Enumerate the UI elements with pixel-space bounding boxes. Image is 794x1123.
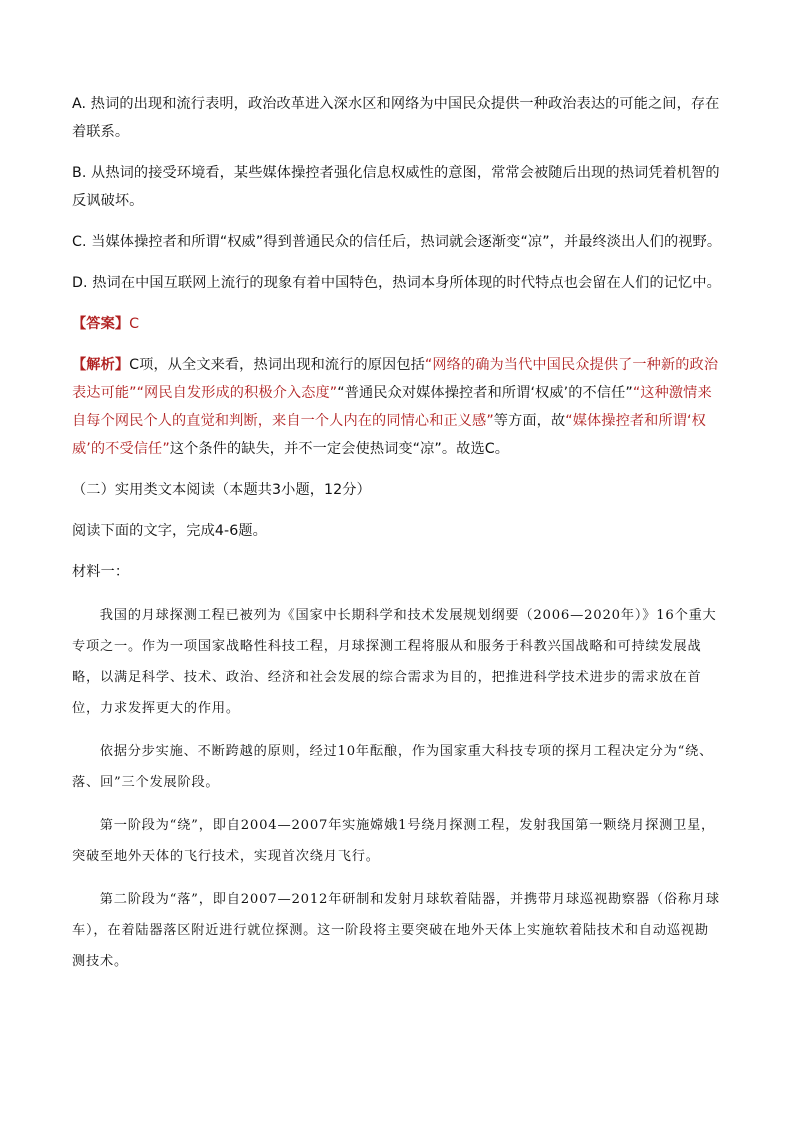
- analysis-quote4: “媒体操控者和所谓‘权威’的不受信任”: [72, 413, 706, 457]
- material-paragraph-2: 依据分步实施、不断跨越的原则，经过10年酝酿，作为国家重大科技专项的探月工程决定分为“绕、落、回”三个发展阶段。: [72, 744, 714, 790]
- analysis-quote1: “网络的确为当代中国民众提供了一种新的政治表达可能”: [72, 357, 719, 401]
- option-a: A. 热词的出现和流行表明，政治改革进入深水区和网络为中国民众提供一种政治表达的可能之间，存在着联系。: [72, 96, 720, 140]
- answer-line: [72, 310, 722, 338]
- material-label: 材料一：: [72, 564, 130, 580]
- option-d: D. 热词在中国互联网上流行的现象有着中国特色，热词本身所体现的时代特点也会留在人们的记忆中。: [72, 275, 721, 291]
- analysis-paragraph: [72, 351, 722, 463]
- option-b: B. 从热词的接受环境看，某些媒体操控者强化信息权威性的意图，常常会被随后出现的热词凭着机智的反讽破坏。: [72, 165, 720, 209]
- answer-value: C: [129, 316, 140, 332]
- analysis-quote3: “这种激情来自每个网民个人的直觉和判断，来自一个人内在的同情心和正义感”: [72, 385, 712, 429]
- option-c: C. 当媒体操控者和所谓“权威”得到普通民众的信任后，热词就会逐渐变“凉”，并最终淡出人们的视野。: [72, 234, 722, 250]
- material-paragraph-1: 我国的月球探测工程已被列为《国家中长期科学和技术发展规划纲要（2006—2020年）》16个重大专项之一。作为一项国家战略性科技工程，月球探测工程将服从和服务于科教兴国战略和可持续发展战略，以满足科学、技术、政治、经济和社会发展的综合需求为目的，把推进科学技术进步的需求放在首位，力求发挥更大的作用。: [72, 608, 717, 716]
- material-paragraph-4: 第二阶段为“落”，即自2007—2012年研制和发射月球软着陆器，并携带月球巡视勘察器（俗称月球车），在着陆器落区附近进行就位探测。这一阶段将主要突破在地外天体上实施软着陆技术和自动巡视勘测技术。: [72, 892, 720, 969]
- analysis-tag: 【解析】: [72, 357, 130, 373]
- answer-tag: 【答案】: [72, 316, 130, 332]
- analysis-seg2: “普通民众对媒体操控者和所谓‘权威’的不信任”: [337, 385, 633, 401]
- analysis-quote2: “网民自发形成的积极介入态度”: [136, 385, 338, 401]
- analysis-seg1: C项，从全文来看，热词出现和流行的原因包括: [129, 357, 425, 373]
- section-instruction: 阅读下面的文字，完成4-6题。: [72, 523, 267, 539]
- material-paragraph-3: 第一阶段为“绕”，即自2004—2007年实施嫦娥1号绕月探测工程，发射我国第一颗绕月探测卫星，突破至地外天体的飞行技术，实现首次绕月飞行。: [72, 818, 716, 864]
- analysis-seg3: 等方面，故: [493, 413, 566, 429]
- analysis-seg4: 这个条件的缺失，并不一定会使热词变“凉”。故选C。: [169, 441, 510, 457]
- section-heading: （二）实用类文本阅读（本题共3小题，12分）: [72, 482, 371, 498]
